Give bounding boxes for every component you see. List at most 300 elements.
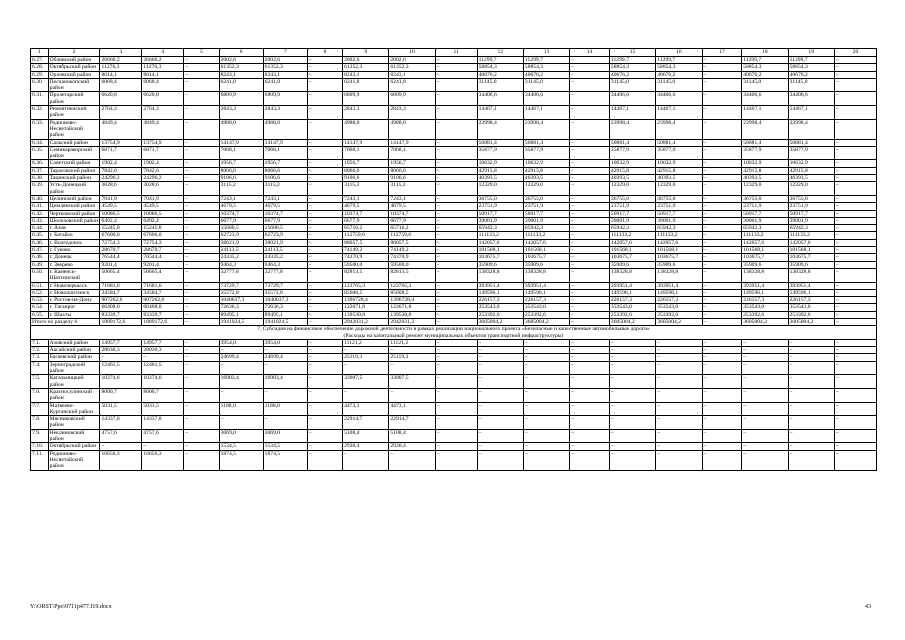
table-cell: 33907,5 [343,375,389,389]
table-cell: – [570,160,610,167]
table-cell: – [834,429,876,443]
table-cell: 58854,3 [609,64,655,71]
table-cell: 8243,1 [343,71,389,78]
table-cell: 7.7. [31,402,49,416]
table-cell: 226157,3 [609,297,655,304]
table-cell: 4549,5 [142,203,184,210]
table-cell: – [656,450,702,470]
table-cell: 13754,9 [100,139,142,146]
table-cell: – [307,375,342,389]
table-cell: 4988,0 [219,119,263,139]
table-cell: 12329,0 [609,182,655,196]
table-cell: 10374,7 [219,210,263,217]
table-cell: 907262,6 [142,297,184,304]
table-cell: – [219,416,263,430]
table-cell: – [184,318,219,325]
table-cell: 7243,1 [219,195,263,202]
table-cell: – [834,416,876,430]
table-cell: 23751,9 [742,203,788,210]
table-cell: 6.47. [31,247,49,254]
table-cell: 61352,3 [263,64,307,71]
table-cell: Октябрьский район [48,443,100,450]
table-cell: 6241,8 [389,78,435,92]
table-cell: 83339,7 [100,311,142,318]
table-cell: 7041,9 [142,195,184,202]
table-cell: 353543,0 [742,304,788,311]
table-cell: 50917,7 [656,210,702,217]
table-cell: 3115,2 [389,182,435,196]
table-cell: – [570,289,610,296]
table-cell: г. Таганрог [48,304,100,311]
table-cell: 65942,3 [477,225,523,232]
table-cell: 31145,0 [656,78,702,92]
section-title-cell [31,326,877,340]
table-cell: 6.28. [31,64,49,71]
table-cell: 149596,1 [788,289,834,296]
table-cell: 40393,5 [656,175,702,182]
table-cell: 6.42. [31,210,49,217]
table-cell: – [435,261,477,268]
table-cell: – [435,339,477,346]
table-cell: 23998,4 [656,119,702,139]
table-cell: – [435,175,477,182]
table-cell: – [435,106,477,120]
table-cell: – [307,354,342,361]
table-cell: – [477,347,523,354]
table-cell: 36755,0 [477,195,523,202]
table-cell: 6809,9 [219,92,263,106]
table-cell: – [184,416,219,430]
table-cell: 253392,6 [656,311,702,318]
table-cell: – [477,402,523,416]
table-cell: 393951,4 [742,282,788,289]
table-cell: 5 [184,49,219,57]
table-cell: 2843,3 [219,106,263,120]
table-cell: 101568,1 [788,247,834,254]
table-cell: – [570,254,610,261]
table-cell: 15680,5 [263,225,307,232]
table-cell: – [142,354,184,361]
table-cell: – [742,416,788,430]
table-cell: – [307,268,342,282]
table-row [31,375,877,389]
table-cell: 11299,7 [477,57,523,64]
table-cell: – [477,339,523,346]
table-row [31,78,877,92]
table-cell: 14467,1 [788,106,834,120]
table-cell: 10374,7 [343,210,389,217]
table-cell: – [570,297,610,304]
table-cell: 38021,9 [263,239,307,246]
table-cell: – [307,71,342,78]
table-cell: 34406,6 [523,92,569,106]
table-cell: 7.5. [31,375,49,389]
table-cell: Усть-Донецкий район [48,182,100,196]
table-cell: 23751,9 [523,203,569,210]
table-cell: 253392,6 [788,311,834,318]
table-cell: 7 [263,49,307,57]
table-cell: 35909,6 [656,261,702,268]
table-cell: 39001,9 [656,217,702,224]
table-cell: 2002,6 [219,57,263,64]
table-cell: Родионово-Несветайский район [48,119,100,139]
table-cell: 2002,6 [263,57,307,64]
table-cell: 14467,1 [656,106,702,120]
table-cell: 50917,7 [788,210,834,217]
table-cell: 393951,4 [788,282,834,289]
table-body [31,49,877,471]
table-cell: – [184,282,219,289]
table-cell: 6.27. [31,57,49,64]
table-cell: 23751,9 [477,203,523,210]
table-cell: – [702,78,742,92]
table-cell: – [834,289,876,296]
table-cell: – [702,182,742,196]
table-cell: – [834,217,876,224]
table-cell: 253392,6 [609,311,655,318]
table-cell: – [307,175,342,182]
table-cell: – [477,375,523,389]
table-cell: 7068,1 [389,146,435,160]
table-cell: 101568,1 [523,247,569,254]
table-cell: – [702,146,742,160]
table-cell: 14147,9 [263,139,307,146]
table-cell: – [609,375,655,389]
table-cell: 3028,6 [100,182,142,196]
table-cell: – [184,175,219,182]
table-cell: 40393,5 [609,175,655,182]
table-cell: – [656,416,702,430]
table-cell: 149596,1 [609,289,655,296]
table-cell: 11299,7 [523,57,569,64]
table-cell: 10086,5 [100,210,142,217]
table-cell: 89495,1 [263,311,307,318]
table-cell: 6.45. [31,232,49,239]
table-cell: г. Донецк [48,254,100,261]
table-cell: 1902,4 [142,160,184,167]
table-cell: 9464,3 [263,261,307,268]
table-cell: 4679,5 [389,203,435,210]
table-cell: – [435,402,477,416]
table-cell: 103675,7 [477,254,523,261]
table-cell: 8066,6 [343,167,389,174]
table-row [31,232,877,239]
table-cell: 58854,3 [788,64,834,71]
table-cell: – [702,175,742,182]
table-cell: Песчанокопский район [48,78,100,92]
table-cell: 6492,4 [142,217,184,224]
table-cell: – [742,429,788,443]
table-cell: – [742,450,788,470]
table-cell: 12329,0 [788,182,834,196]
table-cell: 2002,6 [343,57,389,64]
table-cell: 6809,9 [263,92,307,106]
table-cell: 19 [788,49,834,57]
table-cell: 8066,6 [219,167,263,174]
table-cell: – [702,254,742,261]
table-cell: – [834,361,876,375]
table-cell: 40393,5 [523,175,569,182]
table-cell: – [570,175,610,182]
table-cell: 10632,9 [477,160,523,167]
table-cell: 40676,2 [609,71,655,78]
table-cell: 7068,1 [263,146,307,160]
table-cell: 142057,6 [656,239,702,246]
table-cell: Орловский район [48,71,100,78]
table-cell: – [834,402,876,416]
table-cell: г. Ростов-на-Дону [48,297,100,304]
table-cell: 1956,7 [263,160,307,167]
table-cell: 3605004,2 [609,318,655,325]
table-cell: 2002,6 [389,57,435,64]
table-cell: 31145,0 [523,78,569,92]
table-cell: 10274,6 [100,375,142,389]
table-cell: 1941024,5 [219,318,263,325]
table-cell: 61352,3 [389,64,435,71]
table-cell: – [570,402,610,416]
table-cell: – [307,92,342,106]
table-cell: 72754,3 [100,239,142,246]
table-cell: 6.41. [31,203,49,210]
table-cell: – [435,375,477,389]
table-cell: – [834,232,876,239]
table-cell: – [834,167,876,174]
table-row [31,175,877,182]
table-cell: 8000,7 [100,388,142,402]
table-cell: – [834,64,876,71]
table-cell: 36755,0 [523,195,569,202]
table-cell: 4849,4 [142,119,184,139]
table-cell: 65942,3 [788,225,834,232]
table-cell: 393951,4 [656,282,702,289]
table-cell: – [435,139,477,146]
table-cell: 76544,4 [100,254,142,261]
table-cell: – [570,339,610,346]
table-cell: 14337,8 [100,416,142,430]
table-cell: – [184,92,219,106]
table-cell: 71681,6 [142,282,184,289]
section-title: 7. Субсидия на финансовое обеспечение дорожной деятельности в рамках реализации национального проекта «Безопасные и качественные автомобильные дороги» [257,326,650,333]
table-cell: – [702,195,742,202]
table-cell: 393951,4 [609,282,655,289]
table-cell: 9106,6 [389,175,435,182]
table-cell: – [307,402,342,416]
table-cell: 1534,5 [219,443,263,450]
table-cell: 15245,0 [142,225,184,232]
table-cell: – [184,64,219,71]
table-cell: 6.46. [31,239,49,246]
table-cell: 1188,0 [263,402,307,416]
table-cell: 253392,6 [523,311,569,318]
budget-table [30,48,877,471]
table-cell: 253392,6 [477,311,523,318]
table-cell: 89495,1 [219,311,263,318]
table-cell: 14467,1 [523,106,569,120]
table-row [31,203,877,210]
table-cell: – [702,139,742,146]
table-cell: – [834,354,876,361]
table-cell: 8 [307,49,342,57]
table-cell: – [570,225,610,232]
table-cell: 6.38. [31,175,49,182]
table-cell: 72754,3 [142,239,184,246]
table-cell: 7.8. [31,416,49,430]
table-cell: 59500,0 [389,261,435,268]
table-cell: 2930,4 [389,443,435,450]
table-cell: 139530,8 [343,311,389,318]
table-cell: 101568,1 [609,247,655,254]
table-cell: – [702,304,742,311]
table-cell: – [435,361,477,375]
table-cell: 5108,4 [343,429,389,443]
table-cell: 10374,7 [389,210,435,217]
table-cell: 7.2. [31,347,49,354]
table-cell: – [702,225,742,232]
table-cell: 5031,5 [142,402,184,416]
table-cell: – [435,304,477,311]
table-cell: 4 [142,49,184,57]
table-cell: – [307,388,342,402]
table-cell: – [523,339,569,346]
table-cell: 6.50. [31,268,49,282]
table-cell: 6.30. [31,78,49,92]
table-cell: – [609,388,655,402]
table-cell: – [184,375,219,389]
table-cell: 39001,9 [523,217,569,224]
table-cell: 34406,6 [477,92,523,106]
table-cell: Целинский район [48,195,100,202]
table-cell: 39001,9 [477,217,523,224]
table-cell: 6.39. [31,182,49,196]
table-cell: 353543,0 [609,304,655,311]
table-cell: – [788,347,834,354]
table-cell: – [307,361,342,375]
table-cell: 72636,3 [219,304,263,311]
table-cell: – [307,210,342,217]
table-cell: 4988,0 [263,119,307,139]
table-cell: 3069,0 [263,429,307,443]
table-cell: – [834,195,876,202]
table-cell: – [788,450,834,470]
table-cell: 11299,7 [609,57,655,64]
table-cell: 33907,5 [389,375,435,389]
table-cell: 10632,9 [523,160,569,167]
table-cell: – [184,57,219,64]
table-row [31,71,877,78]
table-cell: 67606,0 [100,232,142,239]
table-cell: 58854,3 [656,64,702,71]
table-cell: – [307,450,342,470]
table-cell: 8014,1 [100,71,142,78]
table-cell: Мясниковский район [48,416,100,430]
table-cell: 3605004,2 [788,318,834,325]
table-cell: – [702,261,742,268]
table-row [31,57,877,64]
table-cell: 1396728,4 [343,297,389,304]
table-row [31,429,877,443]
table-cell: 50665,4 [100,268,142,282]
table-cell: – [184,119,219,139]
table-cell: 23751,9 [656,203,702,210]
table-cell: 353543,0 [477,304,523,311]
table-cell: 4849,4 [100,119,142,139]
table-cell: 10 [389,49,435,57]
table-cell: – [307,225,342,232]
table-cell: 35877,9 [477,146,523,160]
table-cell: 22914,7 [343,416,389,430]
table-cell: – [656,347,702,354]
table-cell: – [263,361,307,375]
table-cell: 2764,3 [100,106,142,120]
table-cell: – [307,443,342,450]
table-cell: – [184,354,219,361]
table-row [31,64,877,71]
table-cell: – [570,268,610,282]
table-cell: 40676,2 [788,71,834,78]
table-cell: 6241,8 [343,78,389,92]
table-cell: – [834,254,876,261]
table-cell: – [307,282,342,289]
table-cell: – [570,361,610,375]
table-cell: – [307,203,342,210]
table-cell: 16 [656,49,702,57]
table-cell: – [656,339,702,346]
table-cell: Ремонтненский район [48,106,100,120]
table-cell: 7842,6 [100,167,142,174]
table-cell: – [702,402,742,416]
table-row [31,347,877,354]
table-cell: 4757,6 [142,429,184,443]
table-cell: 122671,8 [389,304,435,311]
table-cell: 8014,1 [142,71,184,78]
table-cell: 6241,8 [219,78,263,92]
table-cell: – [834,282,876,289]
table-cell: 50881,4 [609,139,655,146]
table-cell: 10632,9 [742,160,788,167]
table-cell: 2930,4 [343,443,389,450]
table-cell: – [702,416,742,430]
table-cell: – [435,225,477,232]
table-cell: – [184,289,219,296]
table-cell: 6677,9 [389,217,435,224]
table-cell: – [184,402,219,416]
table-cell: – [570,57,610,64]
table-cell: 32777,8 [263,268,307,282]
table-cell: – [523,388,569,402]
table-cell: 8000,7 [142,388,184,402]
table-cell: 66408,0 [100,304,142,311]
table-cell: Пролетарский район [48,92,100,106]
table-cell: 31145,0 [788,78,834,92]
table-cell: – [343,450,389,470]
table-cell: – [184,261,219,268]
table-cell: 66408,0 [142,304,184,311]
table-cell: – [702,106,742,120]
table-cell: – [307,311,342,318]
table-cell: 1889172,6 [142,318,184,325]
table-cell: 123765,3 [389,282,435,289]
table-cell: – [523,429,569,443]
table-cell: 3069,0 [219,429,263,443]
table-cell: – [834,119,876,139]
table-cell: 35909,6 [788,261,834,268]
table-cell: 12329,0 [477,182,523,196]
table-cell: – [307,416,342,430]
table-cell: Чертковский район [48,210,100,217]
table-cell: Кагальницкий район [48,375,100,389]
table-row [31,289,877,296]
table-cell: – [834,106,876,120]
